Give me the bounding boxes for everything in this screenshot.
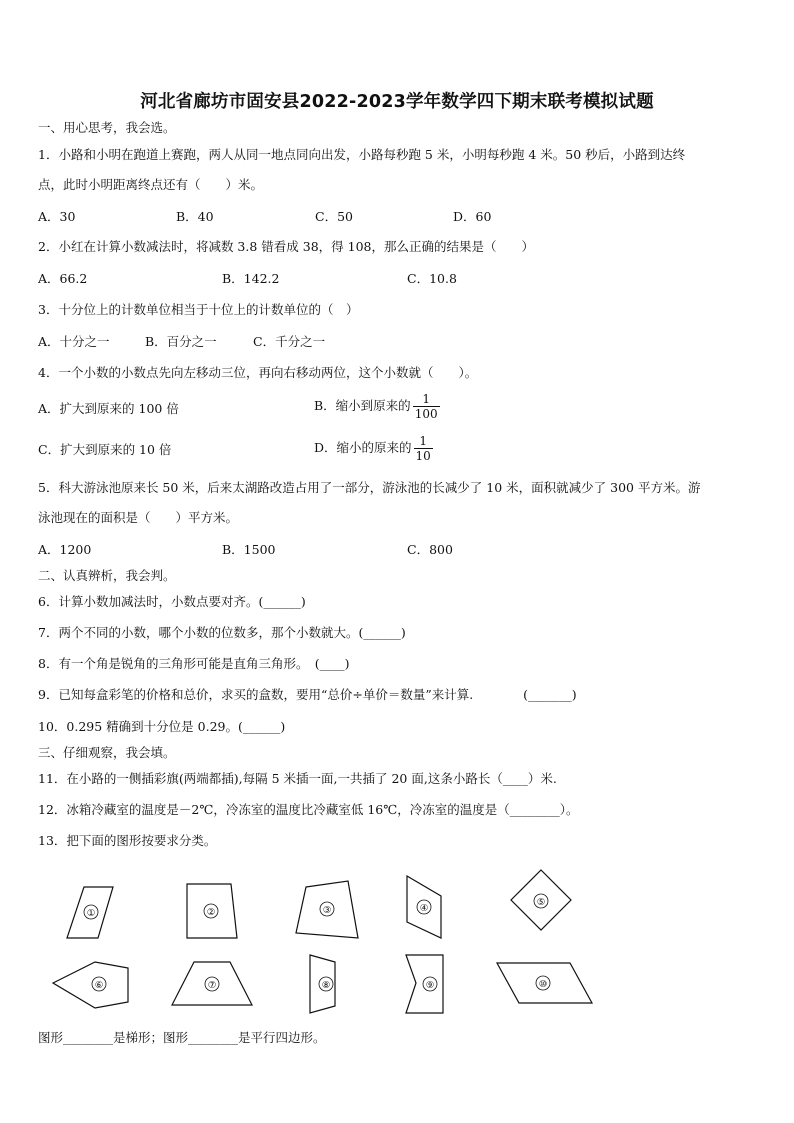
- question-1-line-1: 1．小路和小明在跑道上赛跑，两人从同一地点同向出发，小路每秒跑 5 米，小明每秒跑 4 米。50 秒后，小路到达终: [38, 147, 686, 162]
- shape-7-label: ⑦: [207, 980, 217, 991]
- fraction-denominator: 100: [414, 407, 438, 421]
- section-heading-3: 三、仔细观察，我会填。: [38, 745, 176, 760]
- question-13-answer: 图形________是梯形；图形________是平行四边形。: [38, 1030, 326, 1045]
- question-11: 11．在小路的一侧插彩旗(两端都插),每隔 5 米插一面,一共插了 20 面,这条小路长（____）米.: [38, 771, 557, 786]
- question-5-line-1: 5．科大游泳池原来长 50 米，后来太湖路改造占用了一部分，游泳池的长减少了 10 米，面积就减少了 300 平方米。游: [38, 480, 701, 495]
- shape-9-pentagon: [406, 955, 443, 1013]
- question-6: 6．计算小数加减法时，小数点要对齐。(______): [38, 594, 306, 609]
- shape-6-kite: [53, 962, 128, 1008]
- question-12: 12．冰箱冷藏室的温度是－2℃，冷冻室的温度比冷藏室低 16℃，冷冻室的温度是（________）。: [38, 802, 579, 817]
- shape-3-label: ③: [322, 905, 332, 916]
- question-5-line-2: 泳池现在的面积是（ ）平方米。: [38, 510, 239, 525]
- question-3-option-a: A．十分之一: [38, 334, 110, 349]
- question-1-option-c: C．50: [315, 209, 353, 224]
- shape-10-label: ⑩: [538, 979, 548, 990]
- section-heading-2: 二、认真辨析，我会判。: [38, 568, 176, 583]
- question-5-option-c: C．800: [407, 542, 453, 557]
- question-4-option-a: A．扩大到原来的 100 倍: [38, 401, 179, 416]
- page-title: 河北省廊坊市固安县2022-2023学年数学四下期末联考模拟试题: [140, 92, 654, 112]
- question-3-line-1: 3．十分位上的计数单位相当于十位上的计数单位的（ ）: [38, 302, 359, 317]
- question-1-option-d: D．60: [453, 209, 492, 224]
- question-4-option-c: C．扩大到原来的 10 倍: [38, 442, 172, 457]
- question-1-line-2: 点，此时小明距离终点还有（ ）米。: [38, 177, 264, 192]
- question-9: 9．已知每盒彩笔的价格和总价，求买的盒数，要用“总价÷单价＝数量”来计算. (_______): [38, 687, 577, 702]
- question-5-option-b: B．1500: [222, 542, 276, 557]
- question-2-option-a: A．66.2: [38, 271, 88, 286]
- question-3-option-b: B．百分之一: [145, 334, 217, 349]
- question-2-option-c: C．10.8: [407, 271, 457, 286]
- question-4-option-d-text: D．缩小的原来的: [314, 440, 412, 455]
- section-heading-1: 一、用心思考，我会选。: [38, 120, 176, 135]
- question-13: 13．把下面的图形按要求分类。: [38, 833, 217, 848]
- fraction-numerator: 1: [419, 434, 427, 448]
- shape-9-label: ⑨: [425, 980, 435, 991]
- fraction-denominator: 10: [415, 449, 431, 463]
- shape-8-label: ⑧: [321, 980, 331, 991]
- shape-1-label: ①: [86, 908, 96, 919]
- shape-5-label: ⑤: [536, 897, 546, 908]
- question-1-option-a: A．30: [38, 209, 76, 224]
- question-2-line-1: 2．小红在计算小数减法时，将减数 3.8 错看成 38，得 108，那么正确的结果是（ ）: [38, 239, 534, 254]
- question-4-option-b-text: B．缩小到原来的: [314, 398, 411, 413]
- shape-2-label: ②: [206, 907, 216, 918]
- question-2-option-b: B．142.2: [222, 271, 280, 286]
- question-10: 10．0.295 精确到十分位是 0.29。(______): [38, 719, 286, 734]
- question-3-option-c: C．千分之一: [253, 334, 326, 349]
- shape-6-label: ⑥: [94, 980, 104, 991]
- shape-4-label: ④: [419, 903, 429, 914]
- question-4-line-1: 4．一个小数的小数点先向左移动三位，再向右移动两位，这个小数就（ ）。: [38, 365, 478, 380]
- fraction-numerator: 1: [422, 392, 430, 406]
- question-7: 7．两个不同的小数，哪个小数的位数多，那个小数就大。(______): [38, 625, 406, 640]
- question-5-option-a: A．1200: [38, 542, 92, 557]
- question-1-option-b: B．40: [176, 209, 214, 224]
- question-8: 8．有一个角是锐角的三角形可能是直角三角形。 (____): [38, 656, 350, 671]
